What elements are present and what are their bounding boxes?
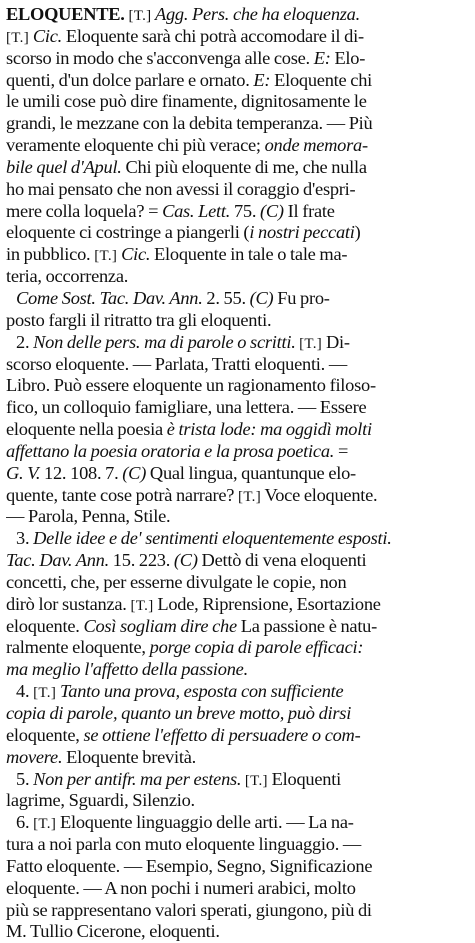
italic-text: Cic. (117, 244, 151, 265)
text-line (6, 594, 469, 616)
text: 4. (16, 681, 34, 702)
text-line (6, 288, 469, 310)
text-line (6, 900, 469, 922)
text: scorso eloquente. — Parlata, Tratti eloquenti. — (6, 353, 348, 374)
small-caps-tag: [T.] (130, 597, 154, 614)
text-line (6, 725, 469, 747)
text-line (6, 201, 469, 223)
text: 15. 223. (108, 550, 174, 571)
text-line (6, 834, 469, 856)
small-caps-tag: [T.] (128, 8, 152, 24)
italic-text: Non delle pers. ma di parole o scritti. (33, 331, 296, 352)
text: ) (354, 222, 361, 243)
text-line (6, 91, 469, 113)
text: Elo- (330, 47, 366, 68)
small-caps-tag: [T.] (33, 816, 57, 833)
text-line (6, 179, 469, 201)
text: 6. (16, 812, 34, 833)
text-line (6, 354, 469, 376)
text: Eloquente sarà chi potrà accomodare il di- (61, 25, 364, 46)
small-caps-tag: [T.] (33, 685, 57, 702)
italic-text: copia di parole, quanto un breve motto, può dirsi (6, 703, 352, 723)
italic-text: ma meglio l'affetto della passione. (6, 659, 248, 680)
text-line (6, 375, 469, 397)
text: 12. 108. 7. (40, 462, 123, 483)
text-line (6, 856, 469, 878)
text-line (6, 48, 469, 70)
text: 2. (16, 331, 34, 352)
italic-text: porge copia di parole efficaci: (149, 637, 364, 658)
italic-text: i nostri peccati (249, 222, 355, 243)
text: = (334, 440, 349, 461)
text-line (6, 244, 469, 266)
text: tura a noi parla con muto eloquente linguaggio. — (6, 834, 362, 855)
italic-text: affettano la poesia oratoria e la prosa poetica. (6, 440, 335, 461)
text: 75. (230, 200, 261, 221)
text: dirò lor sustanza. (6, 593, 131, 614)
text: quente, tante cose potrà narrare? (6, 484, 239, 505)
italic-text: Come Sost. Tac. Dav. Ann. (16, 287, 203, 308)
italic-text: Agg. Pers. che ha eloquenza. (151, 4, 360, 24)
text-line (6, 485, 469, 507)
text: Qual lingua, quantunque elo- (146, 462, 356, 483)
text-line (6, 528, 469, 550)
text-line (6, 637, 469, 659)
italic-text: Tac. Dav. Ann. (6, 550, 109, 571)
headword: ELOQUENTE. (6, 4, 129, 24)
italic-text: se ottiene l'effetto di persuadere o com- (83, 724, 361, 745)
text: lagrime, Sguardi, Silenzio. (6, 790, 195, 811)
small-caps-tag: [T.] (94, 248, 118, 265)
text-line (6, 812, 469, 834)
text: La passione è natu- (236, 615, 377, 636)
text-line (6, 572, 469, 594)
italic-text: (C) (249, 287, 274, 308)
italic-text: bile quel d'Apul. (6, 156, 122, 177)
text-line (6, 310, 469, 332)
text: Lode, Riprensione, Esortazione (153, 593, 381, 614)
text-line (6, 4, 469, 26)
italic-text: Delle idee e de' sentimenti eloquentemente esposti. (33, 528, 392, 549)
text-line (6, 878, 469, 900)
text: eloquente ci costringe a piangerli ( (6, 222, 250, 243)
italic-text: G. V. (6, 462, 41, 483)
italic-text: (C) (122, 462, 147, 483)
italic-text: Non per antifr. ma per estens. (33, 768, 242, 789)
text: Eloquente linguaggio delle arti. — La na- (56, 812, 354, 833)
text: M. Tullio Cicerone, eloquenti. (6, 921, 220, 942)
text-line (6, 769, 469, 791)
text: Voce eloquente. (261, 484, 378, 505)
text: Eloquente in tale o tale ma- (150, 244, 348, 265)
italic-text: onde memora- (264, 135, 368, 156)
text: Dettò di vena eloquenti (197, 550, 367, 571)
small-caps-tag: [T.] (238, 488, 262, 505)
text-line (6, 463, 469, 485)
text: ho mai pensato che non avessi il coraggio d'espri- (6, 178, 356, 199)
small-caps-tag: [T.] (295, 335, 323, 352)
text: eloquente, (6, 724, 84, 745)
text: scorso in modo che s'acconvenga alle cose. (6, 47, 314, 68)
italic-text: Cic. (29, 25, 62, 46)
text-line (6, 747, 469, 769)
text: eloquente. — A non pochi i numeri arabici, molto (6, 877, 356, 898)
text: le umili cose può dire finamente, dignitosamente le (6, 91, 367, 112)
text: mere colla loquela? = (6, 200, 163, 221)
italic-text: Così sogliam dire che (83, 615, 237, 636)
text-line (6, 681, 469, 703)
text: Di- (322, 331, 350, 352)
text: 5. (16, 768, 34, 789)
text: grandi, le mezzane con la debita temperanza. — Più (6, 113, 373, 134)
text-line (6, 441, 469, 463)
text-line (6, 26, 469, 48)
italic-text: E: (313, 47, 331, 68)
text: eloquente nella poesia (6, 419, 167, 440)
text-line (6, 506, 469, 528)
text: Eloquenti (267, 768, 341, 789)
text: Eloquente chi (270, 69, 373, 90)
text: Chi più eloquente di me, che nulla (121, 156, 367, 177)
text: ralmente eloquente, (6, 637, 150, 658)
text-line (6, 921, 469, 943)
text: Libro. Può essere eloquente un ragionamento filoso- (6, 375, 376, 396)
text: Eloquente brevità. (62, 746, 196, 767)
italic-text: (C) (260, 200, 284, 221)
text: veramente eloquente chi più verace; (6, 135, 265, 156)
italic-text: Tanto una prova, esposta con sufficiente (56, 681, 344, 702)
text: teria, occorrenza. (6, 266, 129, 287)
text: in pubblico. (6, 244, 95, 265)
italic-text: è trista lode: ma oggidì molti (166, 419, 372, 440)
text: Fatto eloquente. — Esempio, Segno, Significazione (6, 855, 373, 876)
text-line (6, 222, 469, 244)
text-line (6, 616, 469, 638)
text: Fu pro- (273, 287, 330, 308)
text: 3. (16, 528, 34, 549)
text-line (6, 550, 469, 572)
text: 2. 55. (202, 287, 250, 308)
text-line (6, 790, 469, 812)
text: più se rappresentano valori sperati, giungono, più di (6, 899, 372, 920)
text-line (6, 703, 469, 725)
italic-text: movere. (6, 746, 63, 767)
text-line (6, 659, 469, 681)
small-caps-tag: [T.] (241, 772, 268, 789)
text-line (6, 135, 469, 157)
text: quenti, d'un dolce parlare e ornato. (6, 69, 254, 90)
text-line (6, 419, 469, 441)
italic-text: (C) (173, 550, 198, 571)
text-line (6, 70, 469, 92)
italic-text: Cas. Lett. (162, 200, 231, 221)
text: eloquente. (6, 615, 84, 636)
small-caps-tag: [T.] (6, 29, 29, 46)
text: — Parola, Penna, Stile. (6, 506, 171, 527)
text-line (6, 266, 469, 288)
italic-text: E: (253, 69, 271, 90)
text: fico, un colloquio famigliare, una lettera. — Essere (6, 397, 367, 418)
text-line (6, 332, 469, 354)
text: concetti, che, per esserne divulgate le copie, non (6, 571, 347, 592)
text-line (6, 157, 469, 179)
text: Il frate (283, 200, 335, 221)
text-line (6, 397, 469, 419)
text: posto fargli il ritratto tra gli eloquenti. (6, 309, 272, 330)
text-line (6, 113, 469, 135)
